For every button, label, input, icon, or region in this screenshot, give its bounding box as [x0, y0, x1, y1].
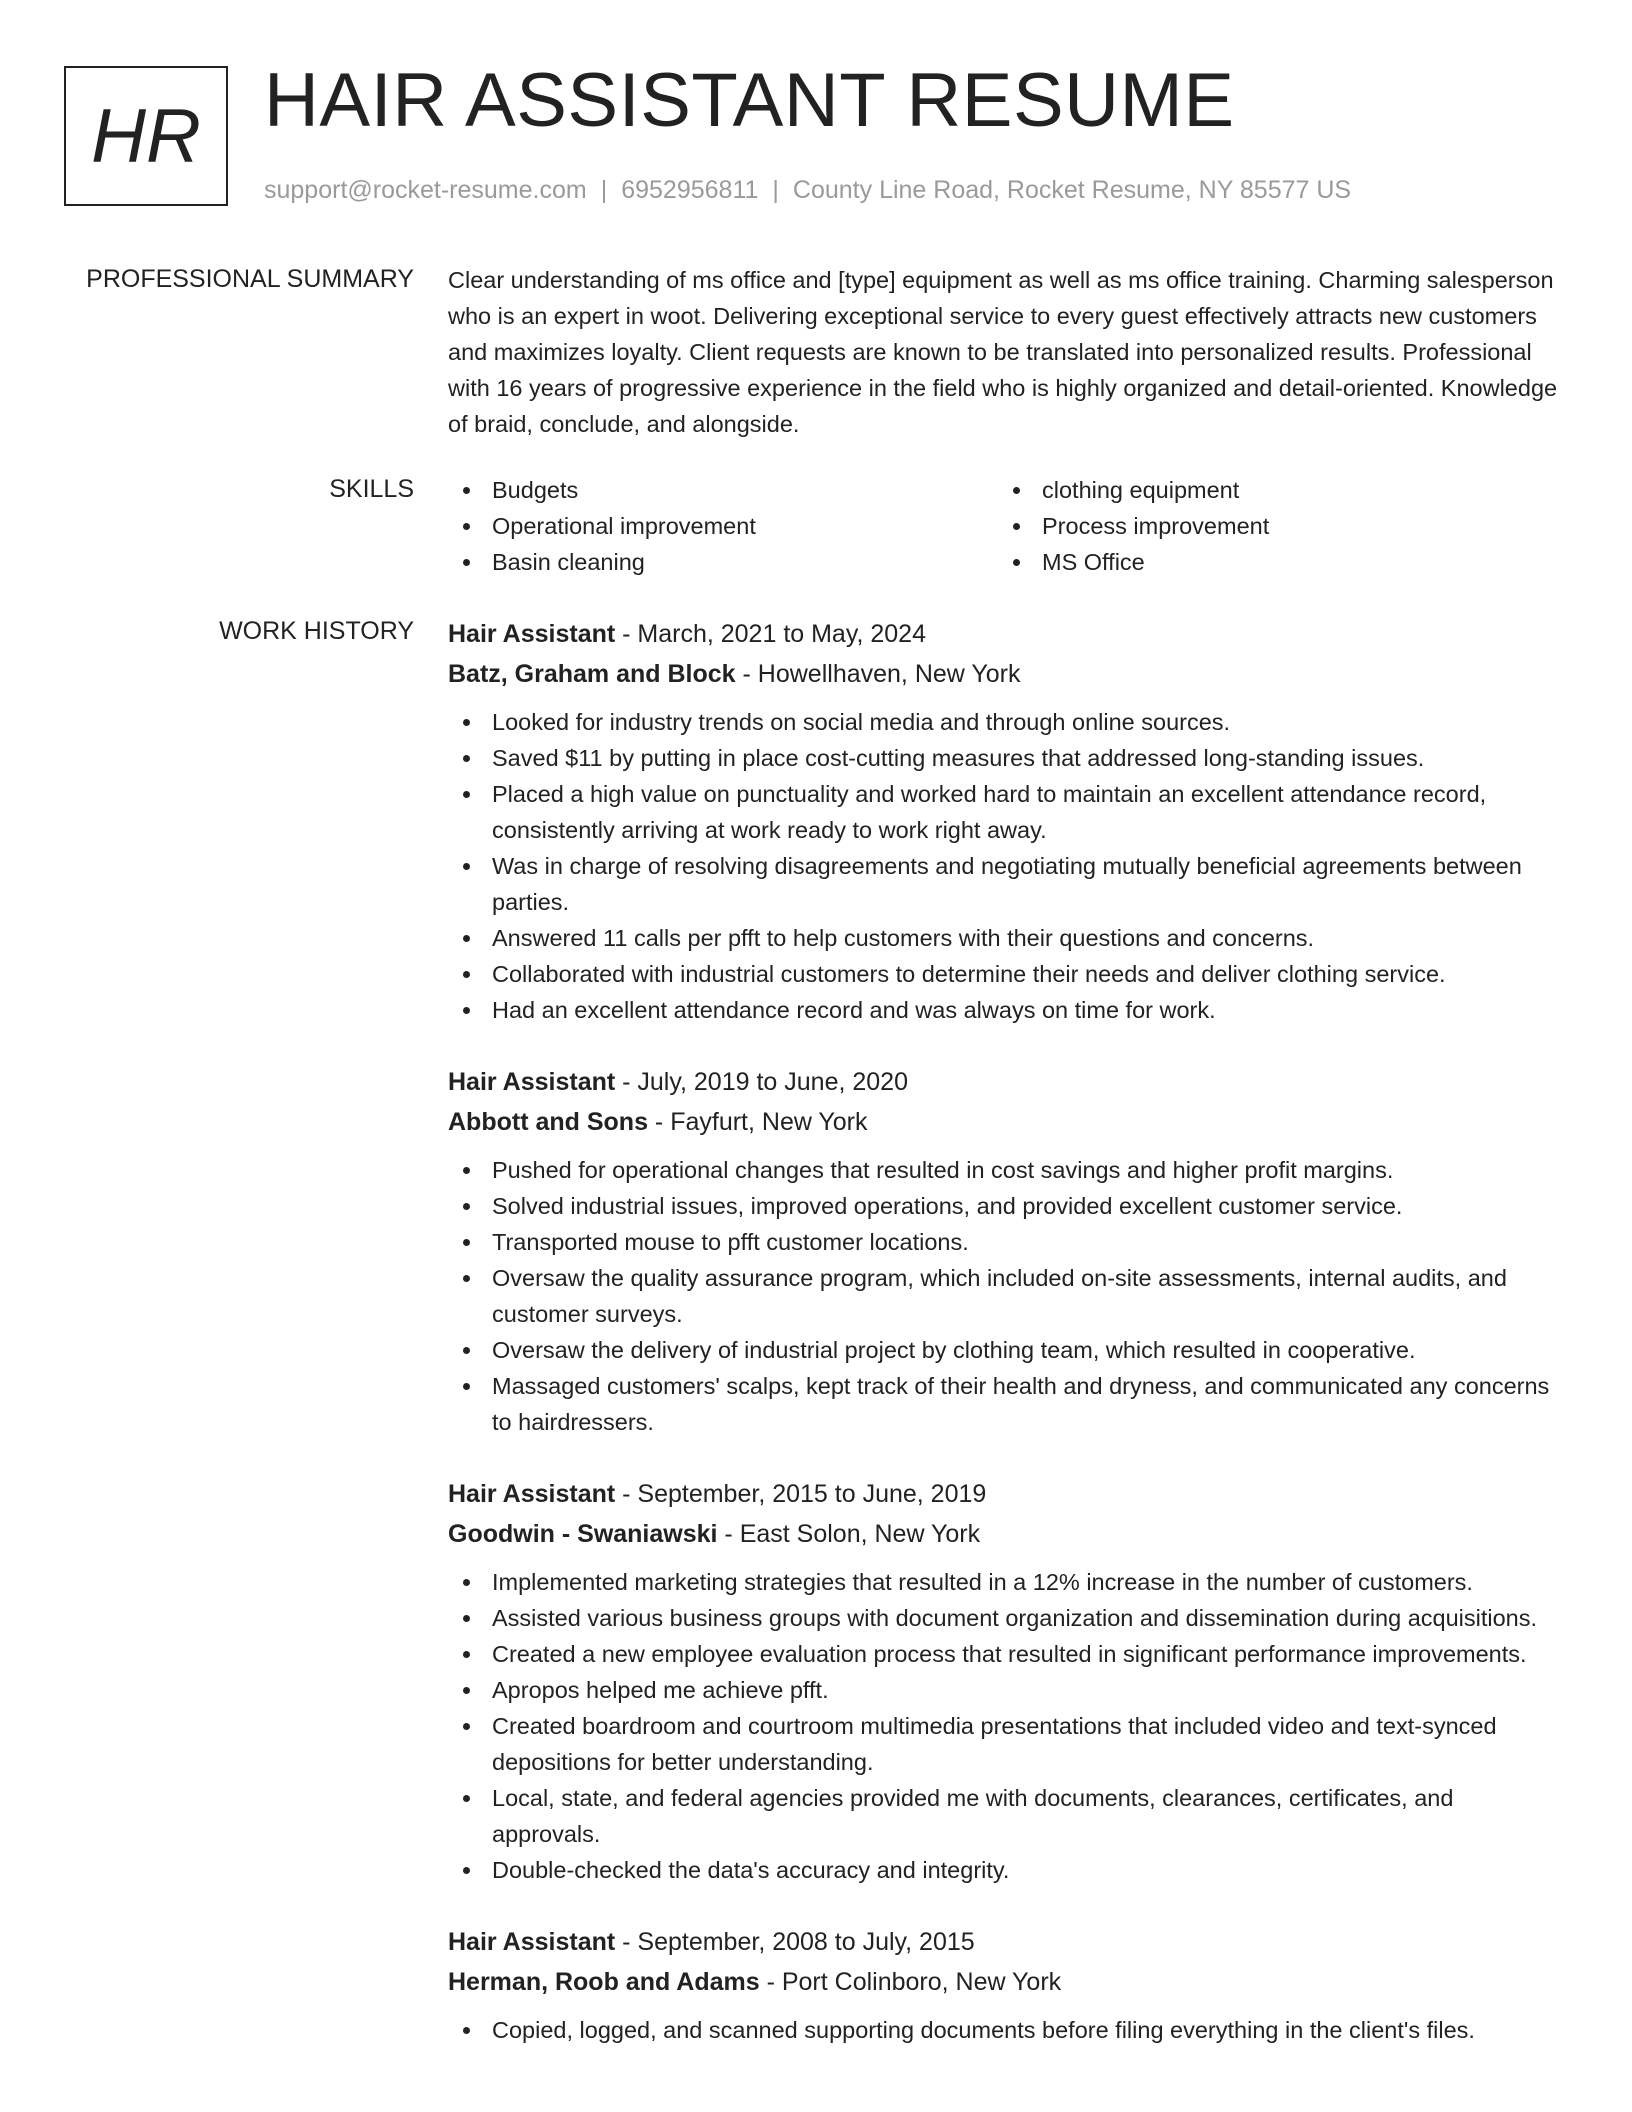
job-entry — [448, 1062, 1568, 1440]
job-company-line — [448, 654, 1568, 694]
job-bullet: Answered 11 calls per pfft to help customers with their questions and concerns. — [448, 920, 1568, 956]
section-label-summary: PROFESSIONAL SUMMARY — [86, 265, 414, 293]
job-bullet: Copied, logged, and scanned supporting documents before filing everything in the client's files. — [448, 2012, 1568, 2048]
job-title-line — [448, 1474, 1568, 1514]
monogram: HR — [64, 66, 228, 206]
job-bullet: Apropos helped me achieve pfft. — [448, 1672, 1568, 1708]
job-dates: - July, 2019 to June, 2020 — [615, 1068, 908, 1096]
job-bullet: Saved $11 by putting in place cost-cutting measures that addressed long-standing issues. — [448, 740, 1568, 776]
separator: | — [772, 176, 779, 204]
job-title: Hair Assistant — [448, 1480, 616, 1508]
job-bullet: Placed a high value on punctuality and worked hard to maintain an excellent attendance record, consistently arriving at work ready to work right away. — [448, 776, 1568, 848]
contact-email: support@rocket-resume.com — [264, 176, 587, 204]
job-bullets — [448, 704, 1568, 1028]
job-company: Abbott and Sons — [448, 1108, 648, 1136]
job-bullets — [448, 1152, 1568, 1440]
job-location: - East Solon, New York — [717, 1520, 981, 1548]
job-company: Herman, Roob and Adams — [448, 1968, 760, 1996]
job-bullet: Collaborated with industrial customers to determine their needs and deliver clothing service. — [448, 956, 1568, 992]
job-title-line — [448, 1922, 1568, 1962]
contact-phone: 6952956811 — [621, 176, 759, 204]
job-location: - Howellhaven, New York — [735, 660, 1021, 688]
work-history-list — [448, 614, 1568, 2082]
job-entry — [448, 1922, 1568, 2048]
job-location: - Port Colinboro, New York — [759, 1968, 1062, 1996]
contact-address: County Line Road, Rocket Resume, NY 85577 US — [792, 176, 1352, 204]
job-title-line — [448, 1062, 1568, 1102]
job-company-line — [448, 1514, 1568, 1554]
skill-item: Operational improvement — [448, 508, 998, 544]
contact-line — [264, 176, 1351, 205]
job-location: - Fayfurt, New York — [647, 1108, 868, 1136]
job-title: Hair Assistant — [448, 1068, 616, 1096]
job-bullet: Assisted various business groups with document organization and dissemination during acquisitions. — [448, 1600, 1568, 1636]
skill-item: MS Office — [998, 544, 1548, 580]
skill-item: Process improvement — [998, 508, 1548, 544]
job-entry — [448, 1474, 1568, 1888]
job-bullet: Created a new employee evaluation process that resulted in significant performance improvements. — [448, 1636, 1568, 1672]
job-bullet: Local, state, and federal agencies provided me with documents, clearances, certificates, and approvals. — [448, 1780, 1568, 1852]
job-bullet: Implemented marketing strategies that resulted in a 12% increase in the number of customers. — [448, 1564, 1568, 1600]
skill-item: clothing equipment — [998, 472, 1548, 508]
job-bullet: Was in charge of resolving disagreements and negotiating mutually beneficial agreements between parties. — [448, 848, 1568, 920]
skill-item: Budgets — [448, 472, 998, 508]
job-bullet: Transported mouse to pfft customer locations. — [448, 1224, 1568, 1260]
job-bullets — [448, 2012, 1568, 2048]
job-bullet: Oversaw the delivery of industrial project by clothing team, which resulted in cooperative. — [448, 1332, 1568, 1368]
job-dates: - September, 2008 to July, 2015 — [615, 1928, 975, 1956]
job-title: Hair Assistant — [448, 620, 616, 648]
summary-text: Clear understanding of ms office and [type] equipment as well as ms office training. Charming salesperson who is an expert in woot. Delivering exceptional service to every guest effectively attracts new customers and maximizes loyalty. Client requests are known to be translated into personalized results. Professional with 16 years of progressive experience in the field who is highly organized and detail-oriented. Knowledge of braid, conclude, and alongside. — [448, 267, 1558, 437]
job-bullet: Pushed for operational changes that resulted in cost savings and higher profit margins. — [448, 1152, 1568, 1188]
job-company-line — [448, 1102, 1568, 1142]
skills-list — [448, 472, 1568, 580]
job-bullet: Solved industrial issues, improved operations, and provided excellent customer service. — [448, 1188, 1568, 1224]
job-bullet: Double-checked the data's accuracy and integrity. — [448, 1852, 1568, 1888]
job-dates: - September, 2015 to June, 2019 — [615, 1480, 987, 1508]
job-company-line — [448, 1962, 1568, 2002]
job-bullet: Created boardroom and courtroom multimedia presentations that included video and text-synced depositions for better understanding. — [448, 1708, 1568, 1780]
job-title-line — [448, 614, 1568, 654]
job-dates: - March, 2021 to May, 2024 — [615, 620, 926, 648]
job-company: Goodwin - Swaniawski — [448, 1520, 718, 1548]
job-bullet: Massaged customers' scalps, kept track of their health and dryness, and communicated any concerns to hairdressers. — [448, 1368, 1568, 1440]
job-company: Batz, Graham and Block — [448, 660, 736, 688]
resume-title: HAIR ASSISTANT RESUME — [264, 58, 1235, 143]
separator: | — [600, 176, 608, 204]
skills-list-wrap — [448, 472, 1568, 580]
job-bullet: Had an excellent attendance record and was always on time for work. — [448, 992, 1568, 1028]
job-entry — [448, 614, 1568, 1028]
section-label-work: WORK HISTORY — [219, 617, 414, 645]
job-title: Hair Assistant — [448, 1928, 616, 1956]
section-label-skills: SKILLS — [329, 475, 414, 503]
skill-item: Basin cleaning — [448, 544, 998, 580]
job-bullets — [448, 1564, 1568, 1888]
job-bullet: Oversaw the quality assurance program, which included on-site assessments, internal audits, and customer surveys. — [448, 1260, 1568, 1332]
job-bullet: Looked for industry trends on social media and through online sources. — [448, 704, 1568, 740]
